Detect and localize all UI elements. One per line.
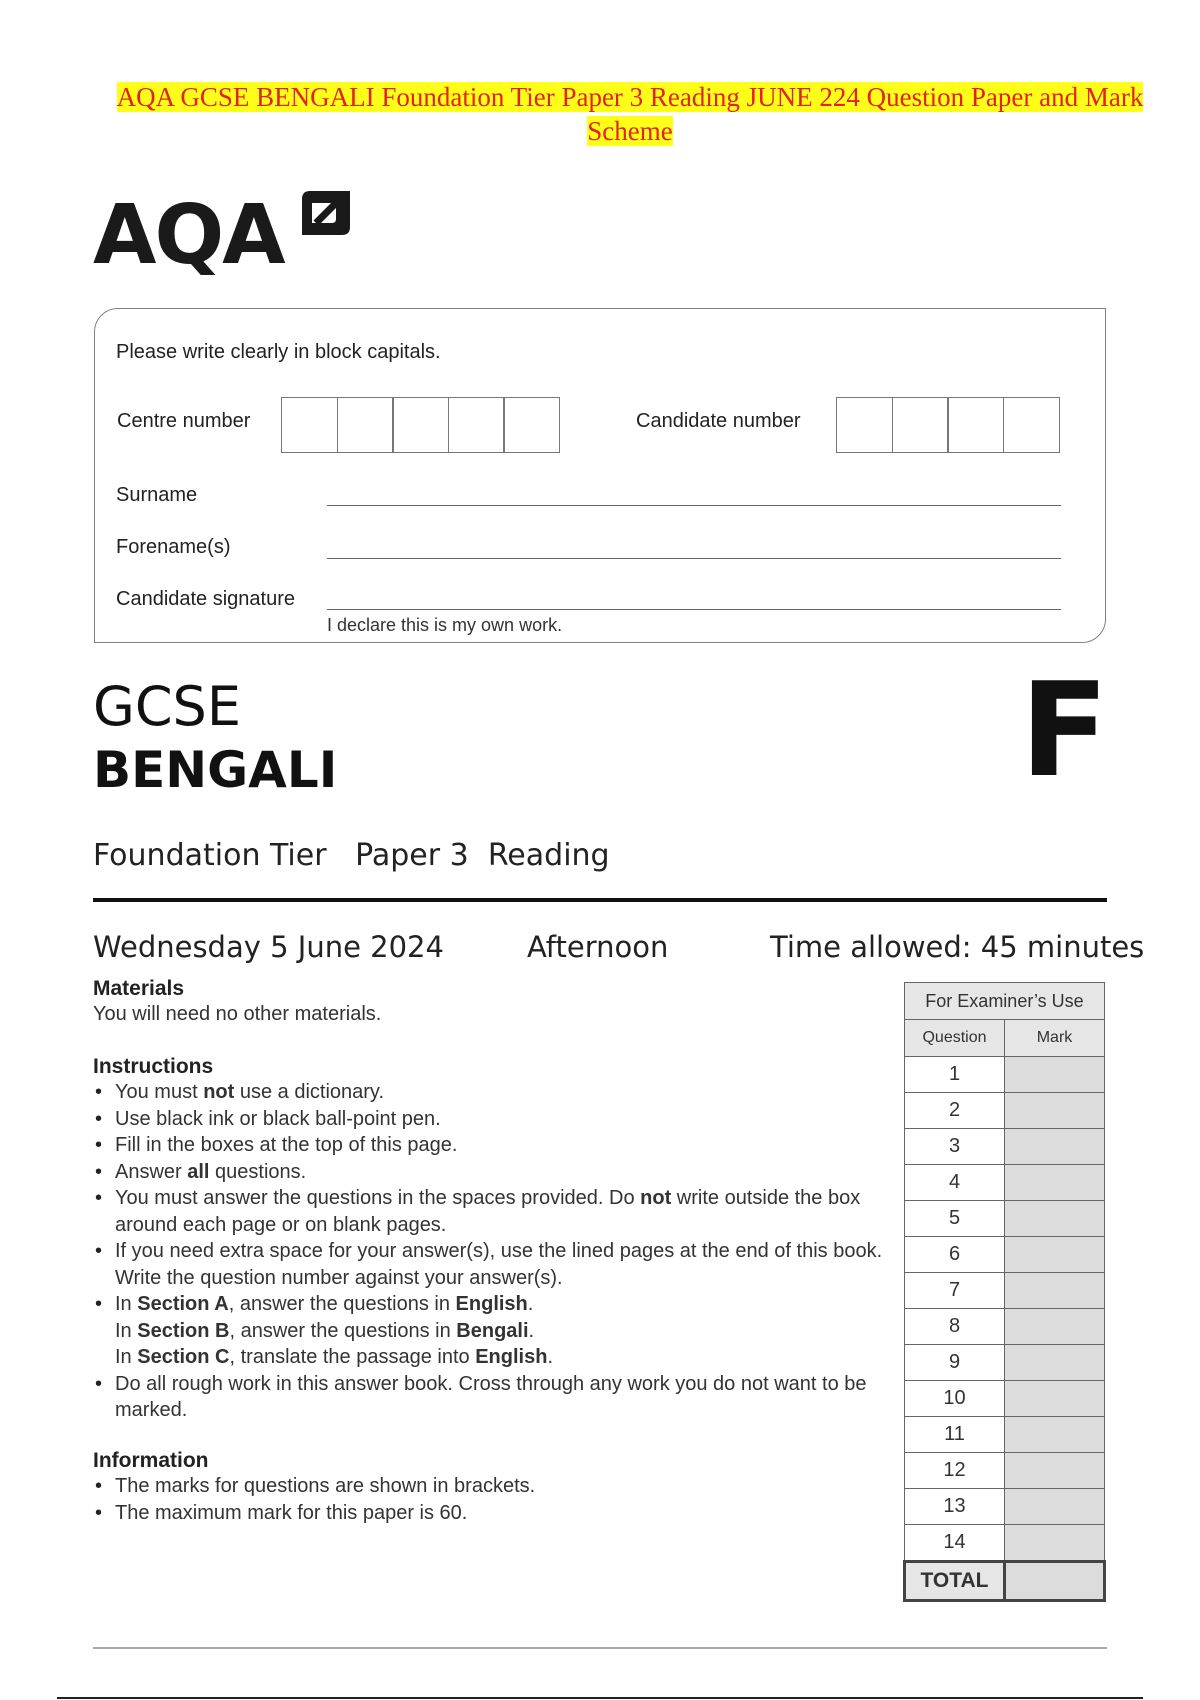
mark-cell[interactable] [1005,1309,1105,1345]
block-capitals-instruction: Please write clearly in block capitals. [116,341,441,363]
subject-heading: BENGALI [93,741,338,799]
paper-line [93,838,610,873]
paper-label: Paper 3 [355,838,469,873]
mark-cell[interactable] [1005,1489,1105,1525]
mark-cell[interactable] [1005,1525,1105,1562]
section-a-instruction: • In Section A, answer the questions in English. [115,1293,534,1315]
logo-text: AQA [93,188,284,283]
centre-number-boxes[interactable] [281,397,560,453]
mark-cell[interactable] [1005,1381,1105,1417]
mark-cell[interactable] [1005,1201,1105,1237]
centre-digit-box[interactable] [337,397,394,453]
candidate-number-boxes[interactable] [836,397,1060,453]
time-allowed: Time allowed: 45 minutes [770,930,1145,964]
mark-cell[interactable] [1005,1129,1105,1165]
table-row [905,1237,1105,1273]
table-row [905,1525,1105,1562]
question-number-cell: 3 [905,1129,1005,1165]
document-title: AQA GCSE BENGALI Foundation Tier Paper 3 Reading JUNE 224 Question Paper and Mark Scheme [116,82,1144,146]
signature-label: Candidate signature [116,588,296,610]
question-number-cell: 12 [905,1453,1005,1489]
information-section [93,1449,883,1526]
question-number-cell: 10 [905,1381,1005,1417]
mark-column-header: Mark [1005,1020,1105,1057]
table-row [905,1381,1105,1417]
question-number-cell: 8 [905,1309,1005,1345]
examiner-use-table [903,982,1106,1602]
candidate-digit-box[interactable] [947,397,1004,453]
mark-cell[interactable] [1005,1273,1105,1309]
section-b-instruction: In Section B, answer the questions in Bengali. [115,1319,535,1342]
centre-digit-box[interactable] [281,397,338,453]
question-number-cell: 13 [905,1489,1005,1525]
mark-cell[interactable] [1005,1345,1105,1381]
total-mark-cell[interactable] [1005,1562,1105,1601]
mark-cell[interactable] [1005,1093,1105,1129]
instruction-item: • Use black ink or black ball-point pen. [93,1106,883,1133]
forenames-field[interactable] [327,558,1061,559]
instructions-list [93,1079,883,1424]
mark-cell[interactable] [1005,1057,1105,1093]
instruction-item [93,1291,883,1371]
centre-digit-box[interactable] [392,397,449,453]
question-number-cell: 11 [905,1417,1005,1453]
tier-label: Foundation Tier [93,838,327,873]
instructions-section [93,1055,883,1424]
materials-heading: Materials [93,977,185,1000]
table-row [905,1417,1105,1453]
table-row [905,1129,1105,1165]
qualification-heading: GCSE [93,675,241,738]
candidate-digit-box[interactable] [1003,397,1060,453]
candidate-digit-box[interactable] [836,397,893,453]
table-row [905,1093,1105,1129]
centre-digit-box[interactable] [503,397,560,453]
aqa-flag-icon [296,189,352,245]
table-row [905,1489,1105,1525]
information-item: • The marks for questions are shown in brackets. [93,1473,883,1500]
question-number-cell: 2 [905,1093,1005,1129]
candidate-details-box [94,308,1106,643]
instruction-item: • Fill in the boxes at the top of this page. [93,1132,883,1159]
table-row [905,1165,1105,1201]
instruction-item: • Do all rough work in this answer book. Cross through any work you do not want to be marked. [93,1371,883,1424]
instruction-item: • You must answer the questions in the spaces provided. Do not write outside the box around each page or on blank pages. [93,1185,883,1238]
table-row [905,1057,1105,1093]
question-column-header: Question [905,1020,1005,1057]
mark-cell[interactable] [1005,1453,1105,1489]
question-number-cell: 4 [905,1165,1005,1201]
instruction-item: • If you need extra space for your answer(s), use the lined pages at the end of this book. Write the question number against your answer(s). [93,1238,883,1291]
declaration-text: I declare this is my own work. [327,615,563,635]
centre-digit-box[interactable] [448,397,505,453]
question-number-cell: 1 [905,1057,1005,1093]
instruction-item: • You must not use a dictionary. [93,1079,883,1106]
component-label: Reading [487,838,610,873]
page-edge-rule [57,1697,1143,1699]
information-heading: Information [93,1449,209,1472]
question-number-cell: 14 [905,1525,1005,1562]
surname-label: Surname [116,484,198,506]
examiner-table-title: For Examiner’s Use [905,983,1105,1020]
total-label: TOTAL [905,1562,1005,1601]
aqa-logo [93,188,284,283]
materials-section [93,977,883,1028]
centre-number-label: Centre number [117,410,251,432]
table-row [905,1453,1105,1489]
footer-divider [93,1647,1107,1649]
tier-letter: F [1020,654,1109,806]
question-number-cell: 7 [905,1273,1005,1309]
information-list [93,1473,883,1526]
table-row [905,1309,1105,1345]
question-number-cell: 6 [905,1237,1005,1273]
question-number-cell: 5 [905,1201,1005,1237]
candidate-number-label: Candidate number [636,410,801,432]
surname-field[interactable] [327,505,1061,506]
table-row [905,1273,1105,1309]
mark-cell[interactable] [1005,1417,1105,1453]
table-row [905,1345,1105,1381]
signature-field[interactable] [327,609,1061,610]
table-row [905,1201,1105,1237]
question-number-cell: 9 [905,1345,1005,1381]
exam-date: Wednesday 5 June 2024 [93,930,444,964]
forenames-label: Forename(s) [116,536,231,558]
instructions-heading: Instructions [93,1055,214,1078]
section-c-instruction: In Section C, translate the passage into English. [115,1346,554,1368]
mark-cell[interactable] [1005,1165,1105,1201]
mark-cell[interactable] [1005,1237,1105,1273]
instruction-item: • Answer all questions. [93,1159,883,1186]
heading-divider [93,898,1107,902]
candidate-digit-box[interactable] [892,397,949,453]
information-item: • The maximum mark for this paper is 60. [93,1500,883,1527]
materials-text: You will need no other materials. [93,1003,382,1025]
exam-session: Afternoon [527,930,669,964]
